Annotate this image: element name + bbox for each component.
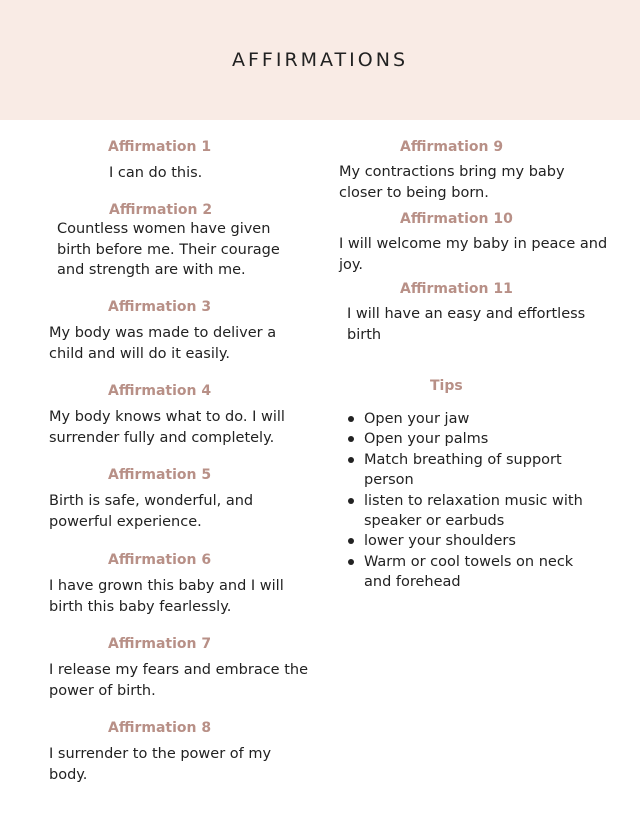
bullet-icon xyxy=(348,457,354,463)
tips-heading: Tips xyxy=(430,378,463,394)
bullet-icon xyxy=(348,436,354,442)
tip-item: Warm or cool towels on neck and forehead xyxy=(346,552,596,593)
bullet-icon xyxy=(348,498,354,504)
affirmation-9-text: My contractions bring my baby closer to being born. xyxy=(339,164,565,201)
bullet-icon xyxy=(348,416,354,422)
tip-item: Open your jaw xyxy=(346,409,596,429)
tip-item: Open your palms xyxy=(346,429,596,449)
affirmation-11-text: I will have an easy and effortless birth xyxy=(347,306,586,343)
affirmation-1-text: I can do this. xyxy=(109,165,203,181)
affirmation-6-text: I have grown this baby and I will birth this baby fearlessly. xyxy=(49,578,284,615)
affirmation-11-heading: Affirmation 11 xyxy=(400,281,513,297)
affirmation-8-text: I surrender to the power of my body. xyxy=(49,746,272,783)
affirmation-9-heading: Affirmation 9 xyxy=(400,139,504,155)
bullet-icon xyxy=(348,538,354,544)
tip-item: Match breathing of support person xyxy=(346,450,596,491)
tips-list xyxy=(346,409,596,593)
affirmation-10-text: I will welcome my baby in peace and joy. xyxy=(339,236,608,273)
affirmation-2-text: Countless women have given birth before me. Their courage and strength are with me. xyxy=(57,221,280,278)
affirmation-4-text: My body knows what to do. I will surrender fully and completely. xyxy=(49,409,285,446)
affirmation-1-heading: Affirmation 1 xyxy=(108,139,212,155)
page-title: AFFIRMATIONS xyxy=(231,49,408,71)
bullet-icon xyxy=(348,559,354,565)
affirmation-5-text: Birth is safe, wonderful, and powerful experience. xyxy=(49,493,254,530)
affirmation-2-heading: Affirmation 2 xyxy=(109,202,213,218)
affirmation-5-heading: Affirmation 5 xyxy=(108,467,212,483)
tip-item: listen to relaxation music with speaker or earbuds xyxy=(346,491,596,532)
affirmation-8-heading: Affirmation 8 xyxy=(108,720,212,736)
affirmation-7-heading: Affirmation 7 xyxy=(108,636,212,652)
affirmation-6-heading: Affirmation 6 xyxy=(108,552,212,568)
affirmation-3-text: My body was made to deliver a child and will do it easily. xyxy=(49,325,277,362)
affirmation-4-heading: Affirmation 4 xyxy=(108,383,212,399)
affirmation-7-text: I release my fears and embrace the power of birth. xyxy=(49,662,309,699)
tip-item: lower your shoulders xyxy=(346,531,596,551)
affirmation-10-heading: Affirmation 10 xyxy=(400,211,513,227)
affirmation-3-heading: Affirmation 3 xyxy=(108,299,212,315)
